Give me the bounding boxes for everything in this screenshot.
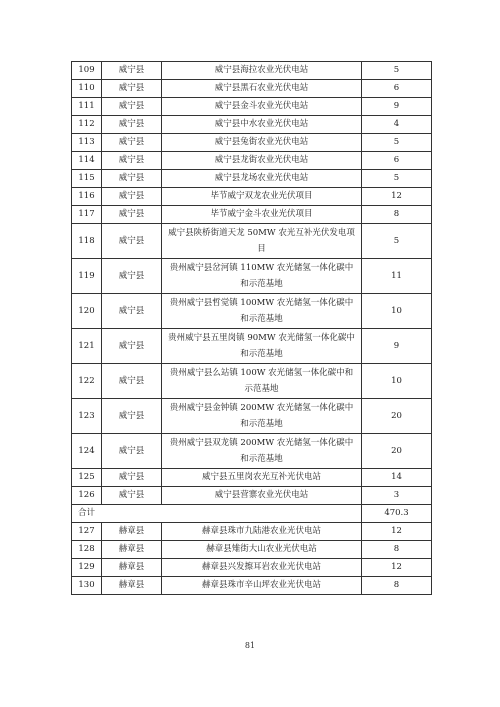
subtotal-row <box>72 505 432 523</box>
row-number-cell: 109 <box>72 62 102 80</box>
capacity-cell: 9 <box>362 98 432 116</box>
project-name-cell: 威宁县五里岗农光互补光伏电站 <box>162 469 362 487</box>
table-row <box>72 170 432 188</box>
row-number-cell: 126 <box>72 487 102 505</box>
capacity-cell: 10 <box>362 364 432 399</box>
table-row <box>72 134 432 152</box>
table-row <box>72 329 432 364</box>
row-number-cell: 115 <box>72 170 102 188</box>
county-cell: 威宁县 <box>102 116 162 134</box>
project-name-cell: 威宁县兔街农业光伏电站 <box>162 134 362 152</box>
row-number-cell: 125 <box>72 469 102 487</box>
project-name-cell: 威宁县陕桥街道天龙 50MW 农光互补光伏发电项目 <box>162 224 362 259</box>
capacity-cell: 8 <box>362 541 432 559</box>
capacity-cell: 6 <box>362 80 432 98</box>
project-name-cell: 赫章县雉街大山农业光伏电站 <box>162 541 362 559</box>
table-row <box>72 399 432 434</box>
county-cell: 赫章县 <box>102 523 162 541</box>
county-cell: 威宁县 <box>102 259 162 294</box>
row-number-cell: 110 <box>72 80 102 98</box>
row-number-cell: 111 <box>72 98 102 116</box>
row-number-cell: 127 <box>72 523 102 541</box>
row-number-cell: 120 <box>72 294 102 329</box>
county-cell: 威宁县 <box>102 98 162 116</box>
row-number-cell: 116 <box>72 188 102 206</box>
table-row <box>72 577 432 595</box>
capacity-cell: 5 <box>362 224 432 259</box>
capacity-cell: 9 <box>362 329 432 364</box>
project-name-cell: 威宁县黑石农业光伏电站 <box>162 80 362 98</box>
table-row <box>72 152 432 170</box>
capacity-cell: 5 <box>362 134 432 152</box>
county-cell: 威宁县 <box>102 62 162 80</box>
project-name-cell: 毕节威宁金斗农业光伏项目 <box>162 206 362 224</box>
capacity-cell: 12 <box>362 559 432 577</box>
county-cell: 威宁县 <box>102 294 162 329</box>
table-row <box>72 188 432 206</box>
capacity-cell: 6 <box>362 152 432 170</box>
table-row <box>72 80 432 98</box>
capacity-cell: 8 <box>362 577 432 595</box>
county-cell: 威宁县 <box>102 170 162 188</box>
row-number-cell: 128 <box>72 541 102 559</box>
row-number-cell: 130 <box>72 577 102 595</box>
row-number-cell: 123 <box>72 399 102 434</box>
project-name-cell: 赫章县兴发擦耳岩农业光伏电站 <box>162 559 362 577</box>
county-cell: 威宁县 <box>102 188 162 206</box>
project-name-cell: 威宁县中水农业光伏电站 <box>162 116 362 134</box>
row-number-cell: 124 <box>72 434 102 469</box>
capacity-cell: 8 <box>362 206 432 224</box>
capacity-cell: 3 <box>362 487 432 505</box>
row-number-cell: 113 <box>72 134 102 152</box>
project-name-cell: 贵州威宁县金钟镇 200MW 农光储氢一体化碳中和示范基地 <box>162 399 362 434</box>
subtotal-value: 470.3 <box>362 505 432 523</box>
county-cell: 威宁县 <box>102 134 162 152</box>
project-name-cell: 贵州威宁县哲觉镇 100MW 农光储氢一体化碳中和示范基地 <box>162 294 362 329</box>
county-cell: 威宁县 <box>102 487 162 505</box>
capacity-cell: 5 <box>362 62 432 80</box>
capacity-cell: 4 <box>362 116 432 134</box>
capacity-cell: 12 <box>362 188 432 206</box>
table-row <box>72 294 432 329</box>
table-row <box>72 224 432 259</box>
project-name-cell: 贵州威宁县岔河镇 110MW 农光储氢一体化碳中和示范基地 <box>162 259 362 294</box>
row-number-cell: 122 <box>72 364 102 399</box>
project-name-cell: 威宁县海拉农业光伏电站 <box>162 62 362 80</box>
table-row <box>72 98 432 116</box>
project-name-cell: 贵州威宁县五里岗镇 90MW 农光储氢一体化碳中和示范基地 <box>162 329 362 364</box>
row-number-cell: 129 <box>72 559 102 577</box>
table-row <box>72 434 432 469</box>
table-row <box>72 541 432 559</box>
table-row <box>72 364 432 399</box>
county-cell: 威宁县 <box>102 206 162 224</box>
table-row <box>72 259 432 294</box>
table-row <box>72 469 432 487</box>
county-cell: 赫章县 <box>102 541 162 559</box>
table-row <box>72 559 432 577</box>
capacity-cell: 10 <box>362 294 432 329</box>
row-number-cell: 121 <box>72 329 102 364</box>
county-cell: 威宁县 <box>102 434 162 469</box>
county-cell: 威宁县 <box>102 224 162 259</box>
table-row <box>72 487 432 505</box>
county-cell: 赫章县 <box>102 577 162 595</box>
project-name-cell: 贵州威宁县双龙镇 200MW 农光储氢一体化碳中和示范基地 <box>162 434 362 469</box>
county-cell: 威宁县 <box>102 399 162 434</box>
capacity-cell: 11 <box>362 259 432 294</box>
county-cell: 赫章县 <box>102 559 162 577</box>
row-number-cell: 114 <box>72 152 102 170</box>
page-number: 81 <box>244 641 256 650</box>
project-name-cell: 威宁县龙场农业光伏电站 <box>162 170 362 188</box>
county-cell: 威宁县 <box>102 364 162 399</box>
capacity-cell: 5 <box>362 170 432 188</box>
capacity-cell: 20 <box>362 434 432 469</box>
project-name-cell: 赫章县珠市辛山坪农业光伏电站 <box>162 577 362 595</box>
county-cell: 威宁县 <box>102 469 162 487</box>
table-row <box>72 523 432 541</box>
table-row <box>72 116 432 134</box>
project-name-cell: 威宁县金斗农业光伏电站 <box>162 98 362 116</box>
project-table <box>71 61 432 595</box>
table-row <box>72 62 432 80</box>
county-cell: 威宁县 <box>102 329 162 364</box>
county-cell: 威宁县 <box>102 80 162 98</box>
capacity-cell: 12 <box>362 523 432 541</box>
project-name-cell: 威宁县龙街农业光伏电站 <box>162 152 362 170</box>
subtotal-label: 合计 <box>72 505 362 523</box>
row-number-cell: 112 <box>72 116 102 134</box>
project-name-cell: 威宁县营寨农业光伏电站 <box>162 487 362 505</box>
project-name-cell: 毕节威宁双龙农业光伏项目 <box>162 188 362 206</box>
row-number-cell: 117 <box>72 206 102 224</box>
row-number-cell: 118 <box>72 224 102 259</box>
project-name-cell: 赫章县珠市九陆港农业光伏电站 <box>162 523 362 541</box>
project-name-cell: 贵州威宁县么站镇 100W 农光储氢一体化碳中和示范基地 <box>162 364 362 399</box>
table-row <box>72 206 432 224</box>
row-number-cell: 119 <box>72 259 102 294</box>
county-cell: 威宁县 <box>102 152 162 170</box>
capacity-cell: 14 <box>362 469 432 487</box>
capacity-cell: 20 <box>362 399 432 434</box>
